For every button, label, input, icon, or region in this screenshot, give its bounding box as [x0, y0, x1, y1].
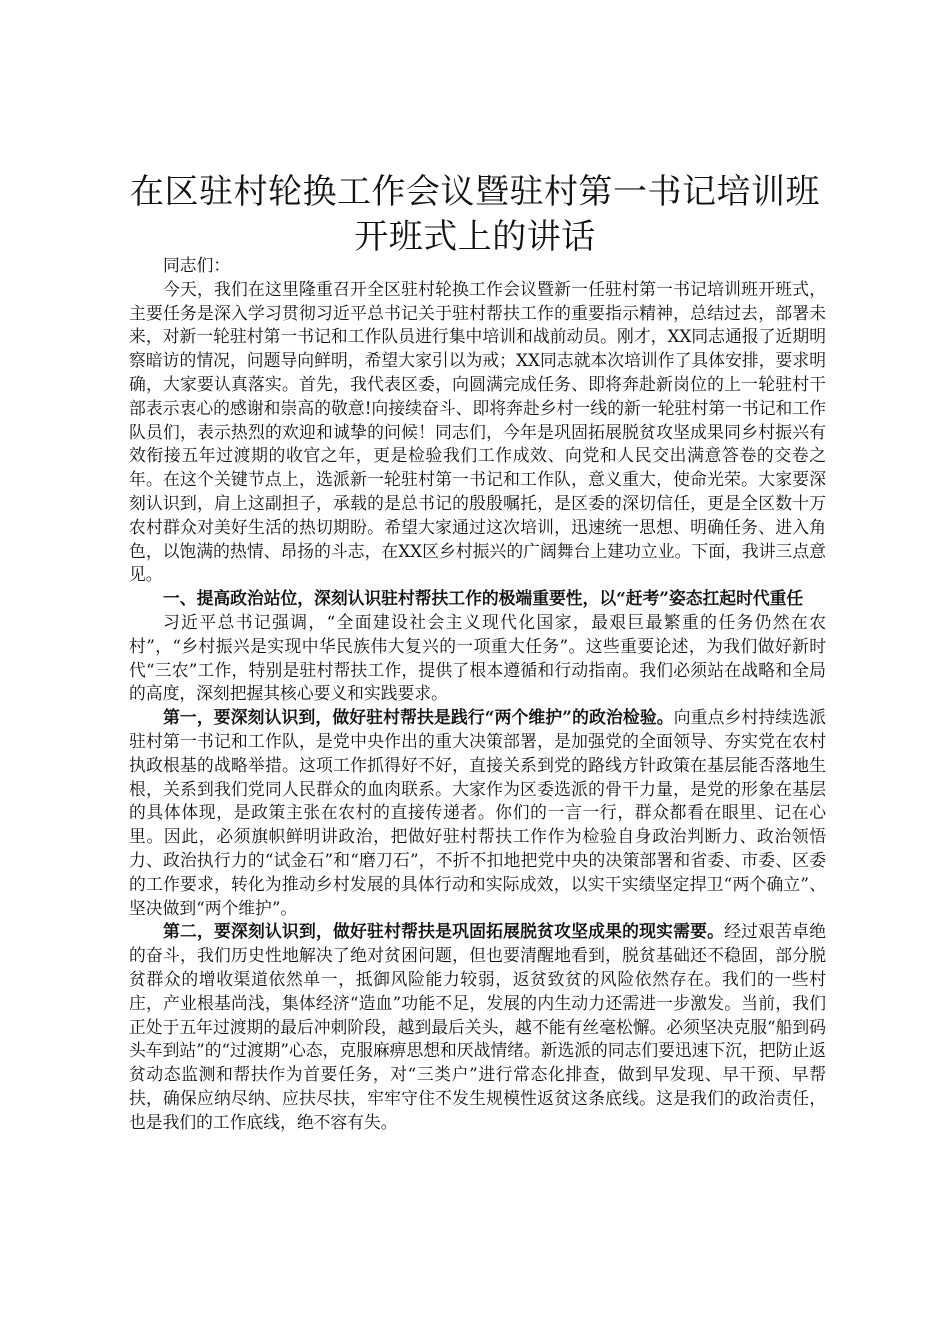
title-line-1: 在区驻村轮换工作会议暨驻村第一书记培训班 — [130, 172, 820, 212]
point-1-paragraph — [129, 706, 826, 920]
intro-paragraph: 今天，我们在这里隆重召开全区驻村轮换工作会议暨新一任驻村第一书记培训班开班式，主要任务是深入学习贯彻习近平总书记关于驻村帮扶工作的重要指示精神，总结过去，部署未来，对新一轮驻村第一书记和工作队员进行集中培训和战前动员。刚才，XX同志通报了近期明察暗访的情况，问题导向鲜明，希望大家引以为戒；XX同志就本次培训作了具体安排，要求明确，大家要认真落实。首先，我代表区委，向圆满完成任务、即将奔赴新岗位的上一轮驻村干部表示衷心的感谢和崇高的敬意!向接续奋斗、即将奔赴乡村一线的新一轮驻村第一书记和工作队员们，表示热烈的欢迎和诚挚的问候！同志们，今年是巩固拓展脱贫攻坚成果同乡村振兴有效衔接五年过渡期的收官之年，更是检验我们工作成效、向党和人民交出满意答卷的交卷之年。在这个关键节点上，选派新一轮驻村第一书记和工作队，意义重大，使命光荣。大家要深刻认识到，肩上这副担子，承载的是总书记的殷殷嘱托，是区委的深切信任，更是全区数十万农村群众对美好生活的热切期盼。希望大家通过这次培训，迅速统一思想、明确任务、进入角色，以饱满的热情、昂扬的斗志，在XX区乡村振兴的广阔舞台上建功立业。下面，我讲三点意见。 — [129, 278, 826, 585]
section-1-intro-paragraph: 习近平总书记强调，“全面建设社会主义现代化国家，最艰巨最繁重的任务仍然在农村”，“乡村振兴是实现中华民族伟大复兴的一项重大任务”。这些重要论述，为我们做好新时代“三农”工作，特别是驻村帮扶工作，提供了根本遵循和行动指南。我们必须站在战略和全局的高度，深刻把握其核心要义和实践要求。 — [129, 611, 826, 704]
document-body — [129, 254, 826, 1134]
point-1-body: 向重点乡村持续选派驻村第一书记和工作队，是党中央作出的重大决策部署，是加强党的全面领导、夯实党在农村执政根基的战略举措。这项工作抓得好不好，直接关系到党的路线方针政策在基层能否落地生根，关系到我们党同人民群众的血肉联系。大家作为区委选派的骨干力量，是党的形象在基层的具体体现，是政策主张在农村的直接传递者。你们的一言一行，群众都看在眼里、记在心里。因此，必须旗帜鲜明讲政治，把做好驻村帮扶工作作为检验自身政治判断力、政治领悟力、政治执行力的“试金石”和“磨刀石”，不折不扣地把党中央的决策部署和省委、市委、区委的工作要求，转化为推动乡村发展的具体行动和实际成效，以实干实绩坚定捍卫“两个确立”、坚决做到“两个维护”。 — [129, 707, 826, 918]
point-2-lead: 第二，要深刻认识到，做好驻村帮扶是巩固拓展脱贫攻坚成果的现实需要。 — [163, 921, 725, 942]
salutation: 同志们： — [163, 255, 231, 275]
point-2-body: 经过艰苦卓绝的奋斗，我们历史性地解决了绝对贫困问题，但也要清醒地看到，脱贫基础还不稳固，部分脱贫群众的增收渠道依然单一，抵御风险能力较弱，返贫致贫的风险依然存在。我们的一些村庄，产业根基尚浅，集体经济“造血”功能不足，发展的内生动力还需进一步激发。当前，我们正处于五年过渡期的最后冲刺阶段，越到最后关头，越不能有丝毫松懈。必须坚决克服“船到码头车到站”的“过渡期”心态，克服麻痹思想和厌战情绪。新选派的同志们要迅速下沉，把防止返贫动态监测和帮扶作为首要任务，对“三类户”进行常态化排查，做到早发现、早干预、早帮扶，确保应纳尽纳、应扶尽扶，牢牢守住不发生规模性返贫这条底线。这是我们的政治责任，也是我们的工作底线，绝不容有失。 — [129, 921, 826, 1132]
point-2-paragraph — [129, 920, 826, 1134]
point-1-lead: 第一，要深刻认识到，做好驻村帮扶是践行“两个维护”的政治检验。 — [163, 707, 674, 728]
section-1-heading: 一、提高政治站位，深刻认识驻村帮扶工作的极端重要性，以“赶考”姿态扛起时代重任 — [163, 588, 804, 609]
title-line-2: 开班式上的讲话 — [354, 217, 596, 257]
document-title — [100, 170, 850, 260]
